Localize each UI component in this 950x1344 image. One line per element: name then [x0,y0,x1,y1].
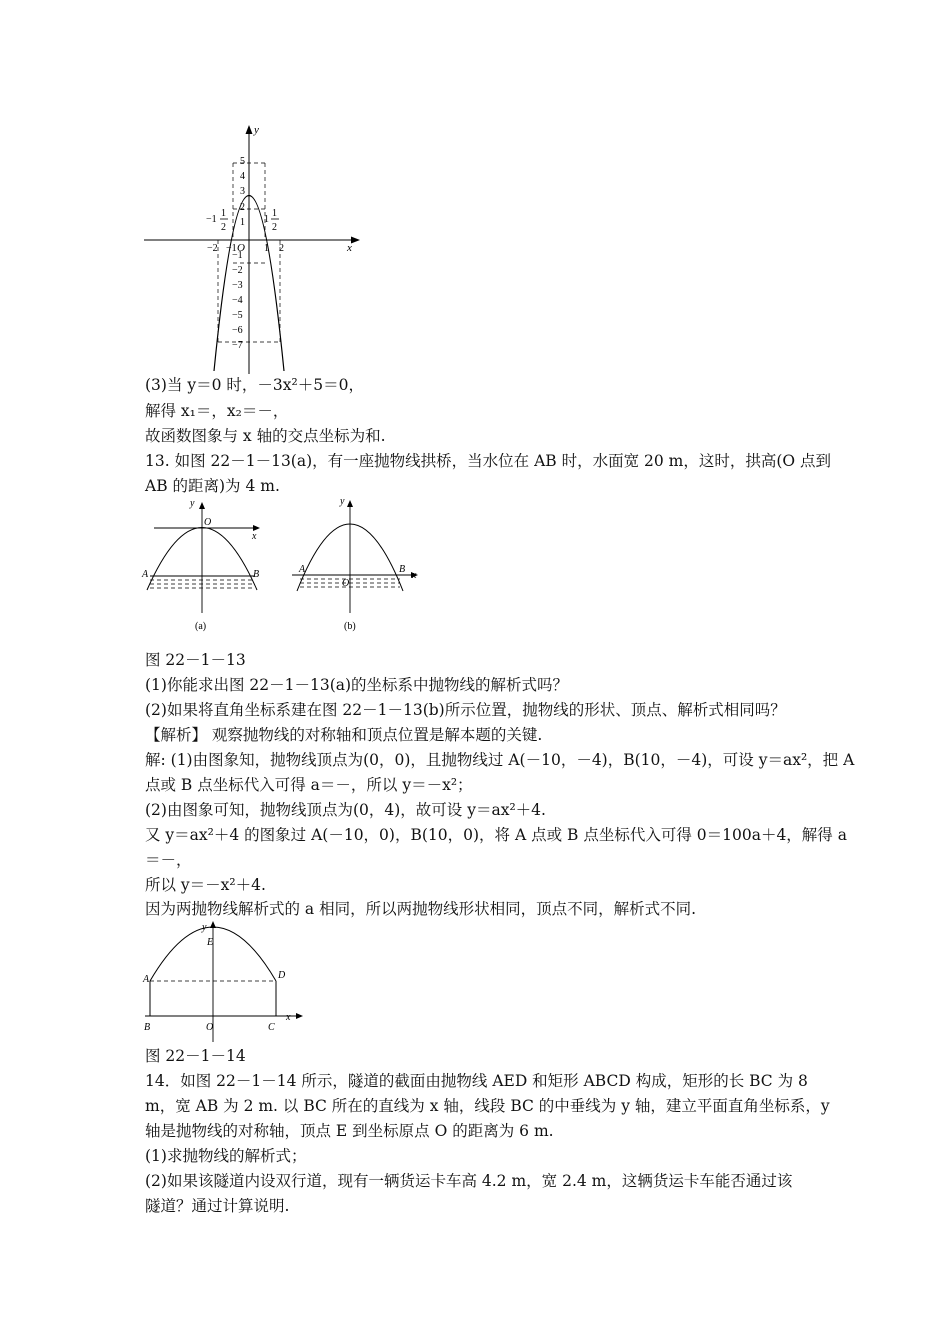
y-axis-label: y [254,124,259,136]
text-line: (1)你能求出图 22－1－13(a)的坐标系中抛物线的解析式吗？ [145,676,569,694]
right-fraction-whole: 1 [264,214,269,225]
problem-13-line: 13. 如图 22－1－13(a)，有一座抛物线拱桥，当水位在 AB 时，水面宽 20 m，这时，拱高(O 点到 [145,452,832,470]
y-tick-label: −2 [232,265,243,276]
x-tick-label: −1 [226,243,237,254]
fig-b-caption: (b) [344,621,356,632]
text-line: 解得 x₁＝，x₂＝－， [145,402,289,420]
tunnel-point-c: C [268,1022,275,1033]
tunnel-point-d: D [278,970,286,981]
right-fraction-num: 1 [272,208,277,219]
problem-14-line: m，宽 AB 为 2 m. 以 BC 所在的直线为 x 轴，线段 BC 的中垂线为 y 轴，建立平面直角坐标系，y [145,1097,830,1115]
fig-b-x-label: x [412,570,417,581]
solution-line: 又 y＝ax²＋4 的图象过 A(－10，0)，B(10，0)，将 A 点或 B 点坐标代入可得 0＝100a＋4，解得 a [145,826,847,844]
tunnel-point-a: A [143,974,150,985]
figure-caption: 图 22－1－13 [145,651,246,669]
fig-a-caption: (a) [195,621,207,632]
x-tick-label: 2 [279,243,284,254]
fig-a-y-label: y [190,498,195,509]
text-line: 故函数图象与 x 轴的交点坐标为和. [145,427,386,445]
tunnel-point-b: B [144,1022,151,1033]
bridge-arch-figures [140,495,430,640]
tunnel-point-e: E [207,937,214,948]
analysis-line: 【解析】 观察抛物线的对称轴和顶点位置是解本题的关键. [145,726,543,744]
y-tick-label: −5 [232,310,243,321]
bridge-figure-a [141,498,260,632]
parabola-graph [140,120,370,375]
y-tick-label: −3 [232,280,243,291]
solution-line: (2)由图象可知，抛物线顶点为(0，4)，故可设 y＝ax²＋4. [145,801,546,819]
x-axis-label: x [347,242,352,254]
solution-line: 解: (1)由图象知，抛物线顶点为(0，0)，且抛物线过 A(－10，－4)，B(10，－4)，可设 y＝ax²，把 A [145,751,855,769]
fig-b-y-label: y [340,496,345,507]
y-tick-label: 3 [240,186,245,197]
text-line: (2)如果将直角坐标系建在图 22－1－13(b)所示位置，抛物线的形状、顶点、解析式相同吗？ [145,701,786,719]
y-tick-label: 2 [240,202,245,213]
tunnel-figure [140,918,310,1048]
figure-caption: 图 22－1－14 [145,1047,246,1065]
problem-13-line: AB 的距离)为 4 m. [145,477,280,495]
problem-14-line: 隧道？通过计算说明. [145,1197,290,1215]
text-line: (3)当 y＝0 时，－3x²＋5＝0， [145,376,364,394]
fig-b-origin-label: O [342,578,350,589]
fig-a-origin-label: O [204,517,212,528]
y-tick-label: 1 [240,217,245,228]
tunnel-y-label: y [202,922,207,933]
y-tick-label: 5 [240,156,245,167]
y-tick-label: −1 [232,250,243,261]
solution-line: ＝－， [145,851,192,869]
problem-14-line: (2)如果该隧道内设双行道，现有一辆货运卡车高 4.2 m，宽 2.4 m，这辆货运卡车能否通过该 [145,1172,793,1190]
fig-a-x-label: x [252,531,257,542]
solution-line: 因为两抛物线解析式的 a 相同，所以两抛物线形状相同，顶点不同，解析式不同. [145,900,697,918]
bridge-figure-b [292,496,418,632]
x-tick-label: 1 [264,243,269,254]
solution-line: 点或 B 点坐标代入可得 a＝－，所以 y＝－x²； [145,776,473,794]
x-tick-label: −2 [207,243,218,254]
y-tick-label: −6 [232,325,243,336]
problem-14-line: 轴是抛物线的对称轴，顶点 E 到坐标原点 O 的距离为 6 m. [145,1122,554,1140]
y-tick-label: −7 [232,340,243,351]
fig-b-point-a: A [299,564,306,575]
fig-b-point-b: B [399,564,406,575]
left-fraction-whole: −1 [206,214,217,225]
y-tick-label: −4 [232,295,243,306]
left-fraction-num: 1 [221,208,226,219]
fig-a-point-b: B [253,569,260,580]
right-fraction-den: 2 [272,222,277,233]
origin-label: O [237,242,245,254]
tunnel-x-label: x [286,1012,291,1023]
solution-line: 所以 y＝－x²＋4. [145,876,266,894]
problem-14-line: 14．如图 22－1－14 所示，隧道的截面由抛物线 AED 和矩形 ABCD 构成，矩形的长 BC 为 8 [145,1072,808,1090]
problem-14-line: (1)求抛物线的解析式； [145,1147,307,1165]
y-tick-label: 4 [240,171,245,182]
tunnel-origin: O [206,1022,214,1033]
left-fraction-den: 2 [221,222,226,233]
fig-a-point-a: A [142,569,149,580]
